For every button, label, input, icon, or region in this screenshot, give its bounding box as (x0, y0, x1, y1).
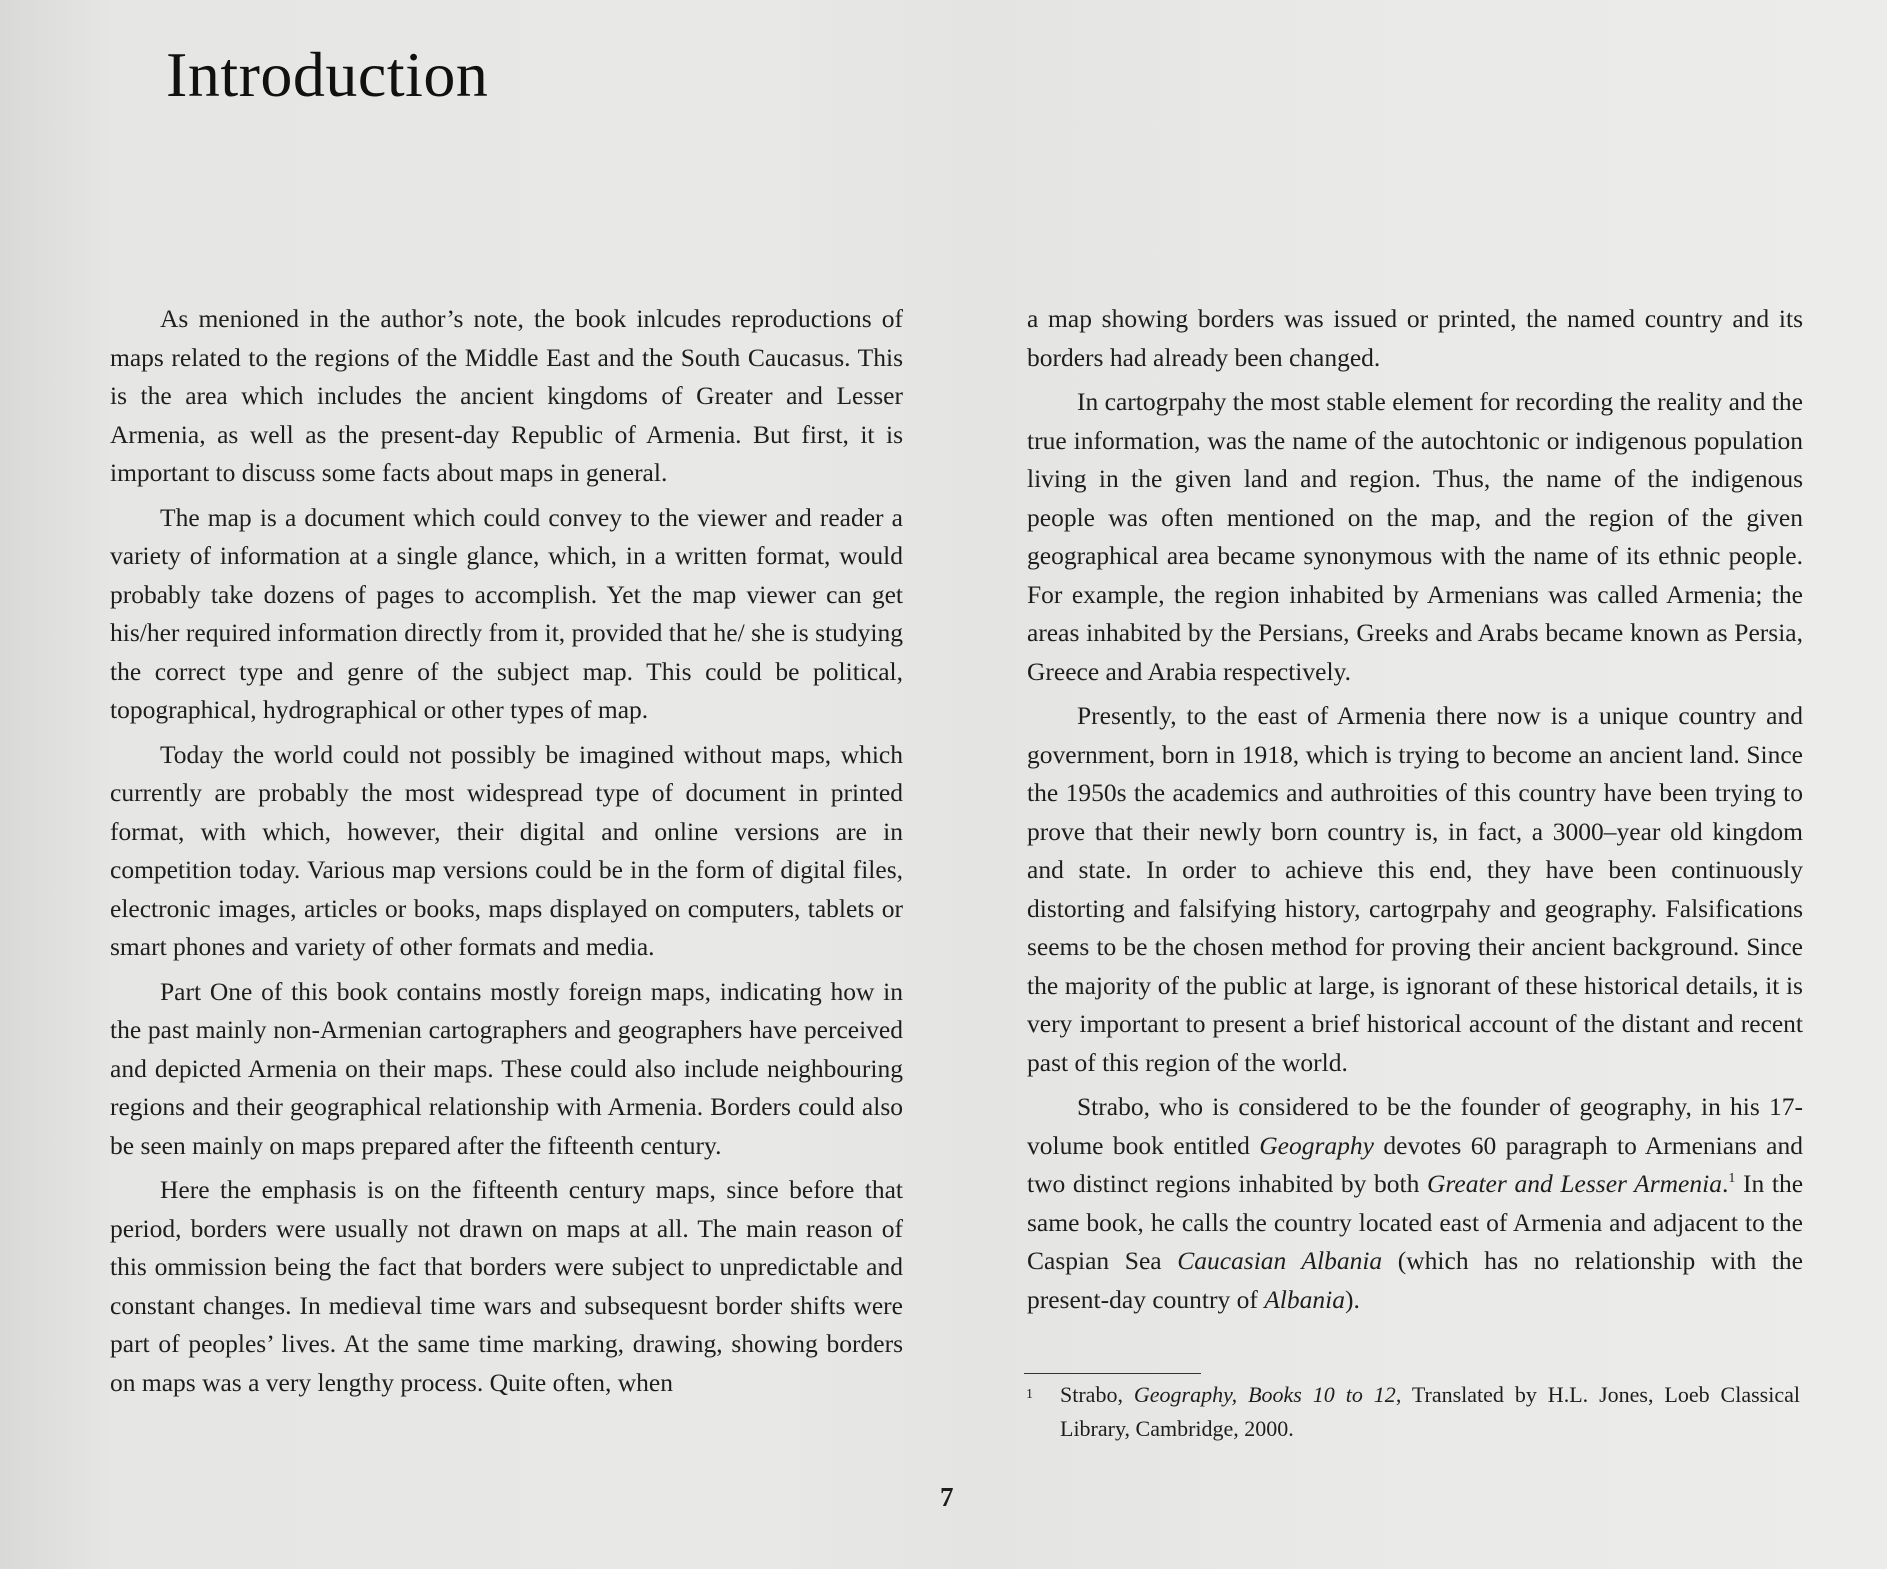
text-run: ). (1344, 1284, 1360, 1314)
footnote-mark: 1 (1026, 1387, 1033, 1402)
paragraph: In cartogrpahy the most stable element for recording the reality and the true information, was the name of the autochtonic or indigenous population living in the given land and region. Thus, the name of the indigenous people was often mentioned on the map, and the region of the given geographical area became synonymous with the name of its ethnic people. For example, the region inhabited by Armenians was called Armenia; the areas inhabited by the Persians, Greeks and Arabs became known as Persia, Greece and Arabia respectively. (1027, 387, 1803, 686)
italic-citation-title: Geography, Books 10 to 12 (1133, 1382, 1396, 1407)
text-run: In the same book, he calls the country located east of Armenia and adjacent to the Caspian Sea (1027, 1169, 1804, 1275)
text-run: devotes 60 paragraph to Armenians and two distinct regions inhabited by both (1027, 1130, 1804, 1198)
text-run: , Translated by H.L. Jones, Loeb Classical Library, Cambridge, 2000. (1060, 1382, 1800, 1441)
paragraph: Today the world could not possibly be imagined without maps, which currently are probably the most widespread type of document in printed format, with which, however, their digital and online versions are in competition today. Various map versions could be in the form of digital files, electronic images, articles or books, maps displayed on computers, tablets or smart phones and variety of other formats and media. (110, 739, 903, 961)
italic-country-name: Albania (1264, 1284, 1345, 1314)
text-run: (which has no relationship with the present-day country of (1027, 1246, 1803, 1314)
italic-book-title: Geography (1259, 1130, 1374, 1160)
left-text-column (110, 300, 903, 1408)
page-title: Introduction (166, 39, 489, 110)
text-run: Strabo, (1060, 1382, 1134, 1407)
italic-region-name: Greater and Lesser Armenia (1427, 1169, 1722, 1198)
paragraph: Part One of this book contains mostly foreign maps, indicating how in the past mainly non-Armenian cartographers and geographers have perceived and depicted Armenia on their maps. These could also include neighbouring regions and their geographical relationship with Armenia. Borders could also be seen mainly on maps prepared after the fifteenth century. (110, 976, 903, 1160)
right-text-column (1027, 300, 1803, 1325)
paragraph: As menioned in the author’s note, the book inlcudes reproductions of maps related to the regions of the Middle East and the South Caucasus. This is the area which includes the ancient kingdoms of Greater and Lesser Armenia, as well as the present-day Republic of Armenia. But first, it is important to discuss some facts about maps in general. (110, 304, 903, 487)
paragraph-strabo (1027, 1088, 1803, 1319)
paragraph: The map is a document which could convey to the viewer and reader a variety of information at a single glance, which, in a written format, would probably take dozens of pages to accomplish. Yet the map viewer can get his/her required information directly from it, provided that he/ she is studying the correct type and genre of the subject map. This could be political, topographical, hydrographical or other types of map. (110, 502, 903, 724)
footnote-text (1060, 1378, 1800, 1446)
footnote-reference[interactable]: 1 (1728, 1171, 1736, 1186)
footnote (1020, 1378, 1800, 1446)
text-run: . (1721, 1169, 1729, 1198)
page-number: 7 (940, 1482, 954, 1512)
footnote-divider (1024, 1373, 1201, 1374)
text-run: Strabo, who is considered to be the founder of geography, in his 17-volume book entitled (1027, 1092, 1803, 1160)
paragraph: Here the emphasis is on the fifteenth century maps, since before that period, borders were usually not drawn on maps at all. The main reason of this ommission being the fact that borders were subject to unpredictable and constant changes. In medieval time wars and subsequesnt border shifts were part of peoples’ lives. At the same time marking, drawing, showing borders on maps was a very lengthy process. Quite often, when (110, 1175, 903, 1397)
paragraph: Presently, to the east of Armenia there now is a unique country and government, born in 1918, which is trying to become an ancient land. Since the 1950s the academics and authroities of this country have been trying to prove that their newly born country is, in fact, a 3000–year old kingdom and state. In order to achieve this end, they have been continuously distorting and falsifying history, cartogrpahy and geography. Falsifications seems to be the chosen method for proving their ancient background. Since the majority of the public at large, is ignorant of these historical details, it is very important to present a brief historical account of the distant and recent past of this region of the world. (1027, 701, 1803, 1077)
italic-region-name: Caucasian Albania (1177, 1246, 1383, 1275)
paragraph-continued: a map showing borders was issued or printed, the named country and its borders had already been changed. (1027, 304, 1803, 372)
